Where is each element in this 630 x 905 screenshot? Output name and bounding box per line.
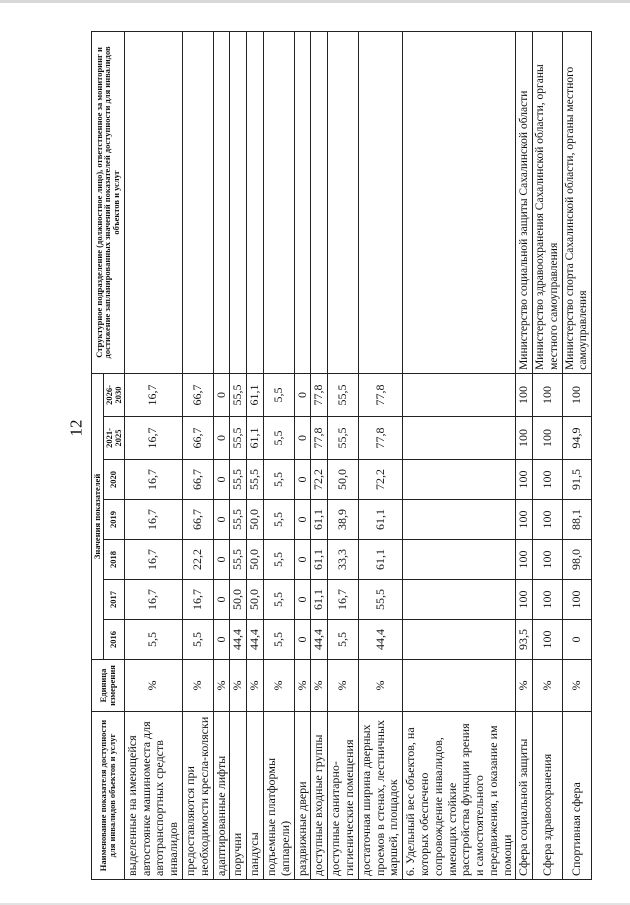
table-row xyxy=(182,31,213,879)
rotated-page xyxy=(91,32,611,880)
value-cell: 0 xyxy=(294,580,311,620)
value-cell xyxy=(403,417,516,460)
value-cell: 66,7 xyxy=(182,500,213,540)
value-cell: 100 xyxy=(533,620,562,660)
unit-cell: % xyxy=(562,660,591,712)
value-cell: 16,7 xyxy=(182,580,213,620)
accessibility-indicators-table xyxy=(91,31,592,880)
indicator-name: поручни xyxy=(230,712,247,880)
department-cell xyxy=(124,31,182,373)
value-cell: 61,1 xyxy=(358,540,402,580)
value-cell: 98,0 xyxy=(562,540,591,580)
value-cell: 55,5 xyxy=(230,460,247,500)
value-cell: 100 xyxy=(516,460,533,500)
value-cell: 55,5 xyxy=(230,540,247,580)
value-cell: 0 xyxy=(294,620,311,660)
department-cell xyxy=(263,31,294,373)
table-row xyxy=(562,31,591,879)
unit-cell: % xyxy=(213,660,230,712)
value-cell: 44,4 xyxy=(247,620,264,660)
value-cell: 16,7 xyxy=(124,580,182,620)
department-cell xyxy=(213,31,230,373)
value-cell: 38,9 xyxy=(328,500,359,540)
value-cell: 50,0 xyxy=(247,540,264,580)
unit-cell: % xyxy=(230,660,247,712)
value-cell: 55,5 xyxy=(328,417,359,460)
header-values-group: Значения показателей xyxy=(92,373,104,659)
value-cell: 16,7 xyxy=(124,373,182,416)
value-cell: 0 xyxy=(213,460,230,500)
value-cell: 88,1 xyxy=(562,500,591,540)
value-cell: 16,7 xyxy=(328,580,359,620)
value-cell: 0 xyxy=(294,460,311,500)
department-cell xyxy=(230,31,247,373)
value-cell: 5,5 xyxy=(124,620,182,660)
table-body xyxy=(124,31,591,879)
indicator-name: подъемные платформы (аппарели) xyxy=(263,712,294,880)
value-cell: 5,5 xyxy=(263,460,294,500)
value-cell: 66,7 xyxy=(182,417,213,460)
value-cell: 100 xyxy=(533,373,562,416)
value-cell: 77,8 xyxy=(358,417,402,460)
value-cell: 100 xyxy=(516,500,533,540)
value-cell: 0 xyxy=(562,620,591,660)
value-cell: 5,5 xyxy=(263,540,294,580)
value-cell: 16,7 xyxy=(124,500,182,540)
value-cell: 72,2 xyxy=(358,460,402,500)
value-cell xyxy=(403,460,516,500)
value-cell xyxy=(403,500,516,540)
value-cell: 61,1 xyxy=(311,580,328,620)
value-cell: 55,5 xyxy=(230,500,247,540)
value-cell xyxy=(403,540,516,580)
unit-cell: % xyxy=(516,660,533,712)
department-cell xyxy=(403,31,516,373)
indicator-name: Сфера здравоохранения xyxy=(533,712,562,880)
value-cell: 55,5 xyxy=(247,460,264,500)
value-cell: 61,1 xyxy=(247,373,264,416)
value-cell: 50,0 xyxy=(247,580,264,620)
value-cell: 66,7 xyxy=(182,460,213,500)
indicator-name: предоставляются при необходимости кресла-коляски xyxy=(182,712,213,880)
value-cell: 44,4 xyxy=(311,620,328,660)
indicator-name: выделенные на имеющейся автостоянке машиноместа для автотранспортных средств инвалидов xyxy=(124,712,182,880)
table-row xyxy=(533,31,562,879)
value-cell: 50,0 xyxy=(328,460,359,500)
value-cell: 91,5 xyxy=(562,460,591,500)
indicator-name: пандусы xyxy=(247,712,264,880)
unit-cell: % xyxy=(533,660,562,712)
value-cell: 77,8 xyxy=(311,417,328,460)
department-cell xyxy=(247,31,264,373)
value-cell: 16,7 xyxy=(124,417,182,460)
value-cell: 100 xyxy=(562,580,591,620)
value-cell: 16,7 xyxy=(124,460,182,500)
header-department: Структурное подразделение (должностное лицо), ответственное за мониторинг и достижение запланированных значений показателей доступности для инвалидов объектов и услуг xyxy=(92,31,125,373)
value-cell: 0 xyxy=(294,500,311,540)
value-cell: 5,5 xyxy=(263,417,294,460)
value-cell: 100 xyxy=(533,540,562,580)
value-cell: 16,7 xyxy=(124,540,182,580)
value-cell: 5,5 xyxy=(328,620,359,660)
value-cell: 0 xyxy=(294,373,311,416)
header-unit: Единица измерения xyxy=(92,660,125,712)
value-cell: 0 xyxy=(294,417,311,460)
table-row xyxy=(263,31,294,879)
header-year: 2021-2025 xyxy=(103,417,124,460)
unit-cell: % xyxy=(124,660,182,712)
department-cell xyxy=(294,31,311,373)
value-cell: 0 xyxy=(213,373,230,416)
unit-cell: % xyxy=(294,660,311,712)
value-cell: 72,2 xyxy=(311,460,328,500)
value-cell: 100 xyxy=(533,417,562,460)
value-cell: 93,5 xyxy=(516,620,533,660)
header-name: Наименование показателя доступности для инвалидов объектов и услуг xyxy=(92,712,125,880)
unit-cell: % xyxy=(182,660,213,712)
value-cell: 100 xyxy=(516,373,533,416)
indicator-name: Спортивная сфера xyxy=(562,712,591,880)
unit-cell: % xyxy=(311,660,328,712)
unit-cell: % xyxy=(247,660,264,712)
header-year: 2019 xyxy=(103,500,124,540)
value-cell: 66,7 xyxy=(182,373,213,416)
header-year: 2020 xyxy=(103,460,124,500)
value-cell: 0 xyxy=(213,417,230,460)
value-cell: 5,5 xyxy=(263,373,294,416)
table-row xyxy=(403,31,516,879)
value-cell: 5,5 xyxy=(263,580,294,620)
value-cell: 0 xyxy=(213,540,230,580)
value-cell xyxy=(403,373,516,416)
value-cell: 5,5 xyxy=(263,500,294,540)
table-row xyxy=(294,31,311,879)
unit-cell: % xyxy=(328,660,359,712)
table-row xyxy=(358,31,402,879)
value-cell: 100 xyxy=(562,373,591,416)
table-row xyxy=(213,31,230,879)
header-year: 2016 xyxy=(103,620,124,660)
value-cell: 100 xyxy=(516,417,533,460)
unit-cell: % xyxy=(263,660,294,712)
value-cell: 0 xyxy=(213,500,230,540)
table-row xyxy=(516,31,533,879)
scan-edge-top xyxy=(0,0,630,3)
value-cell: 55,5 xyxy=(230,373,247,416)
table-row xyxy=(328,31,359,879)
header-year: 2017 xyxy=(103,580,124,620)
table-row xyxy=(247,31,264,879)
value-cell: 5,5 xyxy=(263,620,294,660)
department-cell xyxy=(311,31,328,373)
table-row xyxy=(311,31,328,879)
department-cell xyxy=(328,31,359,373)
header-year: 2018 xyxy=(103,540,124,580)
value-cell: 22,2 xyxy=(182,540,213,580)
value-cell xyxy=(403,580,516,620)
value-cell: 50,0 xyxy=(247,500,264,540)
value-cell: 44,4 xyxy=(358,620,402,660)
value-cell: 44,4 xyxy=(230,620,247,660)
value-cell: 55,5 xyxy=(328,373,359,416)
value-cell: 100 xyxy=(533,460,562,500)
table-row xyxy=(230,31,247,879)
department-cell xyxy=(358,31,402,373)
value-cell: 77,8 xyxy=(311,373,328,416)
value-cell: 50,0 xyxy=(230,580,247,620)
value-cell: 0 xyxy=(294,540,311,580)
indicator-name: доступные входные группы xyxy=(311,712,328,880)
unit-cell xyxy=(403,660,516,712)
header-year: 2026-2030 xyxy=(103,373,124,416)
value-cell: 61,1 xyxy=(311,500,328,540)
value-cell: 100 xyxy=(516,540,533,580)
value-cell: 33,3 xyxy=(328,540,359,580)
value-cell: 94,9 xyxy=(562,417,591,460)
value-cell: 0 xyxy=(213,580,230,620)
value-cell: 100 xyxy=(533,500,562,540)
header-row-1 xyxy=(92,31,104,879)
value-cell: 61,1 xyxy=(311,540,328,580)
indicator-name: достаточная ширина дверных проемов в стенах, лестничных маршей, площадок xyxy=(358,712,402,880)
value-cell: 0 xyxy=(213,620,230,660)
indicator-name: Сфера социальной защиты xyxy=(516,712,533,880)
value-cell: 55,5 xyxy=(358,580,402,620)
page-number: 12 xyxy=(66,419,86,437)
indicator-name: раздвижные двери xyxy=(294,712,311,880)
indicator-name: доступные санитарно-гигиенические помещения xyxy=(328,712,359,880)
indicator-name: 6. Удельный вес объектов, на которых обеспечено сопровождение инвалидов, имеющих стойкие расстройства функции зрения и самостоятельного передвижения, и оказание им помощи xyxy=(403,712,516,880)
department-cell: Министерство здравоохранения Сахалинской области, органы местного самоуправления xyxy=(533,31,562,373)
value-cell: 61,1 xyxy=(247,417,264,460)
value-cell: 61,1 xyxy=(358,500,402,540)
value-cell xyxy=(403,620,516,660)
table-row xyxy=(124,31,182,879)
department-cell xyxy=(182,31,213,373)
unit-cell: % xyxy=(358,660,402,712)
value-cell: 55,5 xyxy=(230,417,247,460)
value-cell: 100 xyxy=(533,580,562,620)
department-cell: Министерство социальной защиты Сахалинской области xyxy=(516,31,533,373)
value-cell: 5,5 xyxy=(182,620,213,660)
indicator-name: адаптированные лифты xyxy=(213,712,230,880)
value-cell: 77,8 xyxy=(358,373,402,416)
value-cell: 100 xyxy=(516,580,533,620)
department-cell: Министерство спорта Сахалинской области, органы местного самоуправления xyxy=(562,31,591,373)
